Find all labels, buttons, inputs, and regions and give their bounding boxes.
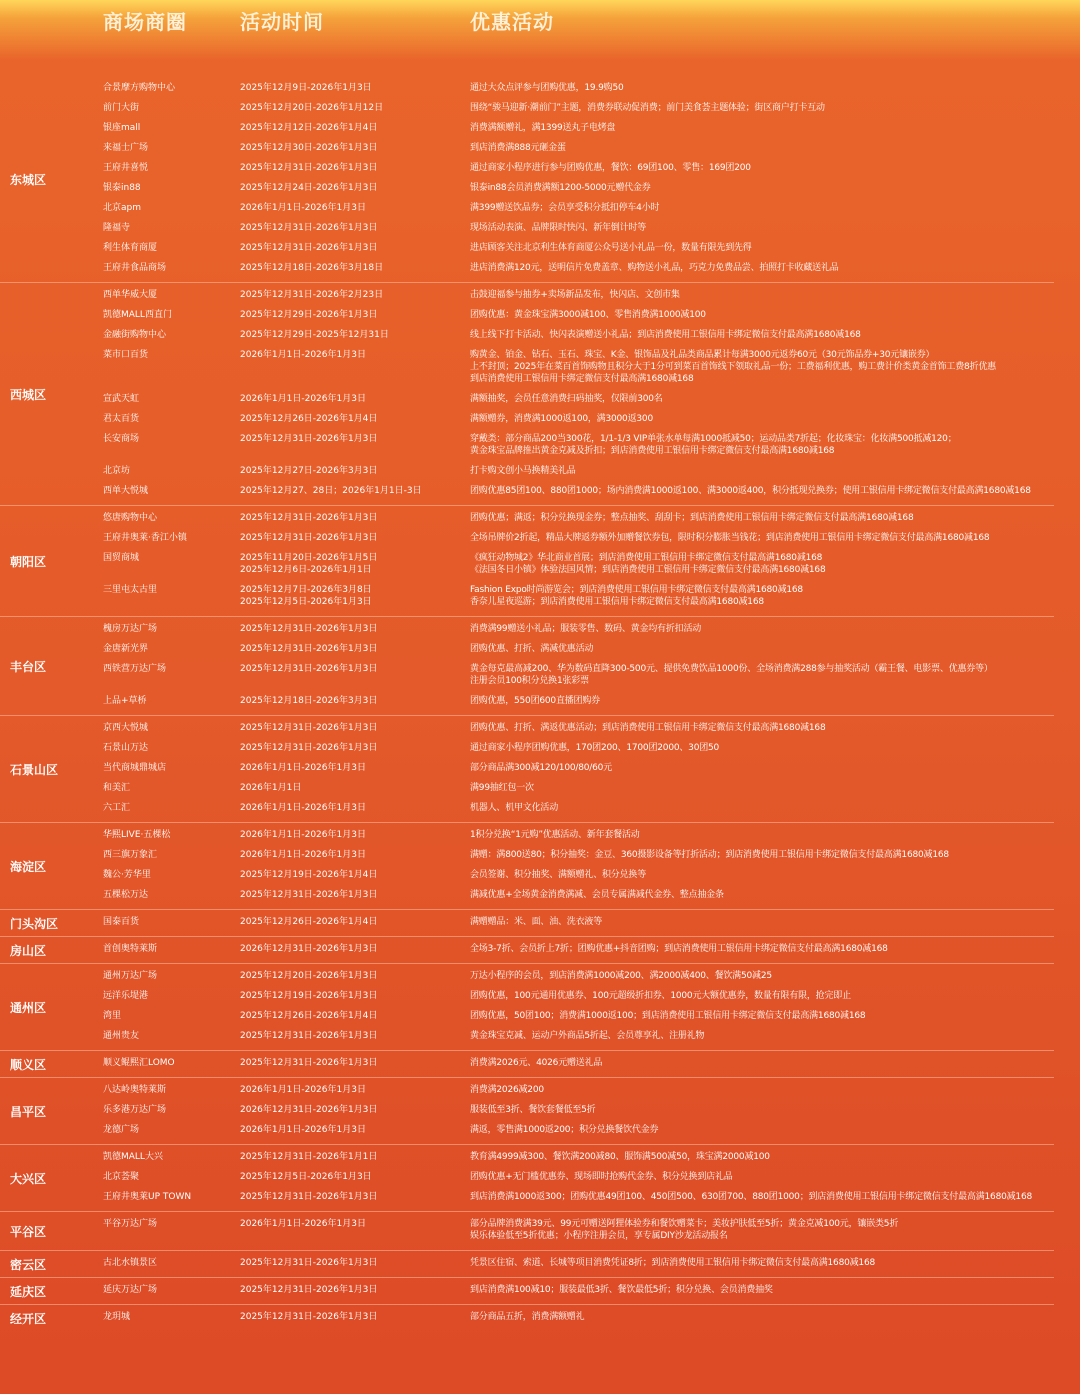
table-row xyxy=(0,778,1054,798)
table-row xyxy=(0,798,1054,818)
district-section xyxy=(0,1278,1054,1305)
activity-time: 2025年12月31日-2026年1月3日 xyxy=(240,1312,378,1322)
district-section xyxy=(0,823,1054,910)
activity-time: 2025年12月31日-2026年1月3日 xyxy=(240,513,378,523)
activity-time: 2025年12月31日-2026年1月3日 xyxy=(240,1192,378,1202)
mall-name: 菜市口百货 xyxy=(103,350,149,360)
activity-time: 2025年12月20日-2026年1月12日 xyxy=(240,103,384,113)
table-row xyxy=(0,548,1054,580)
mall-name: 国泰百货 xyxy=(103,917,140,927)
activity-time: 2025年12月31日-2026年1月3日 xyxy=(240,723,378,733)
promotion-text: 团购优惠；满返；积分兑换现金券；整点抽奖、刮刮卡；到店消费使用工银信用卡绑定微信支付最高满1680减168 xyxy=(470,513,914,523)
activity-time: 2025年12月31日-2026年1月3日 xyxy=(240,1285,378,1295)
mall-name: 银座mall xyxy=(103,123,141,133)
activity-time: 2025年12月12日-2026年1月4日 xyxy=(240,123,378,133)
mall-name: 王府井奥莱UP TOWN xyxy=(103,1192,192,1202)
promotion-text: 团购优惠，550团600直播团购券 xyxy=(470,696,600,706)
district-name: 大兴区 xyxy=(10,1171,47,1186)
mall-name: 宣武天虹 xyxy=(103,394,140,404)
mall-name: 王府井奥莱·香江小镇 xyxy=(103,533,187,543)
promo-table xyxy=(0,76,1080,1331)
activity-time: 2025年12月31日-2026年1月3日 xyxy=(240,223,378,233)
mall-name: 京西大悦城 xyxy=(103,723,149,733)
activity-time: 2025年12月26日-2026年1月4日 xyxy=(240,917,378,927)
mall-name: 西单华威大厦 xyxy=(103,290,158,300)
activity-time: 2026年1月1日-2026年1月3日 xyxy=(240,1085,366,1095)
promotion-text: 消费满2026减200 xyxy=(470,1085,544,1095)
district-name: 丰台区 xyxy=(10,659,47,674)
table-row xyxy=(0,885,1054,905)
promotion-text: 打卡购文创小马换精美礼品 xyxy=(470,466,576,476)
promotion-text: 消费满99赠送小礼品；服装零售、数码、黄金均有折扣活动 xyxy=(470,624,702,634)
district-name: 密云区 xyxy=(10,1257,47,1272)
table-row xyxy=(0,718,1054,738)
activity-time: 2025年12月31日-2026年2月23日 xyxy=(240,290,384,300)
activity-time: 2025年12月31日-2026年1月3日 xyxy=(240,664,378,674)
mall-name: 六工汇 xyxy=(103,803,131,813)
table-row xyxy=(0,966,1054,986)
mall-name: 延庆万达广场 xyxy=(103,1285,158,1295)
mall-name: 通州贵友 xyxy=(103,1031,140,1041)
activity-time: 2026年1月1日-2026年1月3日 xyxy=(240,803,366,813)
promotion-text: 穿戴类：部分商品200当300花，1/1-1/3 VIP单张水单每满1000抵减50；运动品类7折起；化妆珠宝：化妆满500抵减120； 黄金珠宝品牌推出黄金克减及折扣；到店消费使用工银信用卡绑定微信支付最高满1680减168 xyxy=(470,434,957,456)
table-row xyxy=(0,325,1054,345)
table-row xyxy=(0,1080,1054,1100)
district-name: 昌平区 xyxy=(10,1104,47,1119)
activity-time: 2025年12月31日-2026年1月3日 xyxy=(240,243,378,253)
mall-name: 槐房万达广场 xyxy=(103,624,158,634)
table-row xyxy=(0,305,1054,325)
district-name: 石景山区 xyxy=(10,762,59,777)
district-name: 房山区 xyxy=(10,943,47,958)
table-row xyxy=(0,825,1054,845)
district-section xyxy=(0,617,1054,716)
promotion-text: 满99抽红包一次 xyxy=(470,783,534,793)
table-row xyxy=(0,691,1054,711)
activity-time: 2025年12月27、28日；2026年1月1日-3日 xyxy=(240,486,422,496)
mall-name: 乐多港万达广场 xyxy=(103,1105,167,1115)
table-row xyxy=(0,1120,1054,1140)
promotion-text: 团购优惠，50团100；消费满1000返100；到店消费使用工银信用卡绑定微信支付最高满1680减168 xyxy=(470,1011,866,1021)
activity-time: 2026年1月1日-2026年1月3日 xyxy=(240,830,366,840)
table-row xyxy=(0,178,1054,198)
mall-name: 悠唐购物中心 xyxy=(103,513,158,523)
district-name: 朝阳区 xyxy=(10,554,47,569)
promotion-text: 围绕“骏马迎新·潮前门”主题，消费券联动促消费；前门美食荟主题体验；街区商户打卡互动 xyxy=(470,103,825,113)
activity-time: 2026年1月1日 xyxy=(240,783,302,793)
promotion-text: 满赠：满800送80；积分抽奖：金豆、360摄影设备等打折活动；到店消费使用工银信用卡绑定微信支付最高满1680减168 xyxy=(470,850,949,860)
mall-name: 首创奥特莱斯 xyxy=(103,944,158,954)
table-row xyxy=(0,1253,1054,1273)
promotion-text: 消费满2026元、4026元赠送礼品 xyxy=(470,1058,603,1068)
district-section xyxy=(0,716,1054,823)
promotion-text: 会员签谢、积分抽奖、满额赠礼、积分兑换等 xyxy=(470,870,647,880)
promotion-text: 万达小程序的会员，到店消费满1000减200、满2000减400、餐饮满50减25 xyxy=(470,971,772,981)
activity-time: 2025年12月31日-2026年1月3日 xyxy=(240,743,378,753)
table-row xyxy=(0,409,1054,429)
table-row xyxy=(0,258,1054,278)
mall-name: 凯德MALL大兴 xyxy=(103,1152,163,1162)
table-row xyxy=(0,1026,1054,1046)
district-name: 海淀区 xyxy=(10,859,47,874)
promotion-text: 满额抽奖，会员任意消费扫码抽奖，仅限前300名 xyxy=(470,394,663,404)
mall-name: 利生体育商厦 xyxy=(103,243,158,253)
table-row xyxy=(0,1187,1054,1207)
activity-time: 2025年12月31日-2026年1月3日 xyxy=(240,624,378,634)
district-section xyxy=(0,283,1054,506)
promotion-text: 1积分兑换“1元购”优惠活动、新年套餐活动 xyxy=(470,830,640,840)
promotion-text: 教育满4999减300、餐饮满200减80、服饰满500减50，珠宝满2000减100 xyxy=(470,1152,770,1162)
promotion-text: 满赠赠品：米、面、油、洗衣液等 xyxy=(470,917,603,927)
table-row xyxy=(0,285,1054,305)
promotion-text: 银泰in88会员消费满额1200-5000元赠代金券 xyxy=(470,183,651,193)
mall-name: 顺义鲲熙汇LOMO xyxy=(103,1058,175,1068)
table-row xyxy=(0,218,1054,238)
mall-name: 远洋乐堤港 xyxy=(103,991,149,1001)
table-row xyxy=(0,639,1054,659)
table-row xyxy=(0,758,1054,778)
promotion-text: 到店消费满888元砸金蛋 xyxy=(470,143,566,153)
mall-name: 来福士广场 xyxy=(103,143,149,153)
promotion-text: 服装低至3折、餐饮套餐低至5折 xyxy=(470,1105,596,1115)
mall-name: 长安商场 xyxy=(103,434,140,444)
district-name: 通州区 xyxy=(10,1000,47,1015)
promotion-text: Fashion Expo时尚游览会；到店消费使用工银信用卡绑定微信支付最高满1680减168 香奈儿星夜巡游；到店消费使用工银信用卡绑定微信支付最高满1680减168 xyxy=(470,585,803,607)
district-name: 平谷区 xyxy=(10,1224,47,1239)
table-row xyxy=(0,1167,1054,1187)
activity-time: 2025年12月31日-2026年1月1日 xyxy=(240,1152,378,1162)
mall-name: 前门大街 xyxy=(103,103,140,113)
activity-time: 2025年12月5日-2026年1月3日 xyxy=(240,1172,372,1182)
mall-name: 三里屯太古里 xyxy=(103,585,158,595)
mall-name: 北京坊 xyxy=(103,466,131,476)
table-row xyxy=(0,481,1054,501)
activity-time: 2026年12月31日-2026年1月3日 xyxy=(240,1105,378,1115)
district-section xyxy=(0,910,1054,937)
mall-name: 龙玥城 xyxy=(103,1312,131,1322)
mall-name: 华熙LIVE·五棵松 xyxy=(103,830,171,840)
table-row xyxy=(0,528,1054,548)
activity-time: 2025年12月20日-2026年1月3日 xyxy=(240,971,378,981)
promotion-text: 团购优惠85团100、880团1000；场内消费满1000返100、满3000返400，积分抵现兑换券；使用工银信用卡绑定微信支付最高满1680减168 xyxy=(470,486,1031,496)
mall-name: 北京apm xyxy=(103,203,141,213)
activity-time: 2026年1月1日-2026年1月3日 xyxy=(240,394,366,404)
table-row xyxy=(0,912,1054,932)
activity-time: 2026年12月31日-2026年1月3日 xyxy=(240,944,378,954)
table-row xyxy=(0,1147,1054,1167)
mall-name: 银泰in88 xyxy=(103,183,141,193)
activity-time: 2026年1月1日-2026年1月3日 xyxy=(240,1219,366,1229)
mall-name: 王府井食品商场 xyxy=(103,263,167,273)
promotion-text: 进店顾客关注北京利生体育商厦公众号送小礼品一份，数量有限先到先得 xyxy=(470,243,752,253)
district-section xyxy=(0,1212,1054,1251)
district-name: 延庆区 xyxy=(10,1284,47,1299)
activity-time: 2025年12月31日-2026年1月3日 xyxy=(240,533,378,543)
district-name: 东城区 xyxy=(10,172,47,187)
promotion-text: 通过大众点评参与团购优惠，19.9购50 xyxy=(470,83,624,93)
promotion-text: 消费满额赠礼，满1399送丸子电烤盘 xyxy=(470,123,616,133)
activity-time: 2025年12月18日-2026年3月3日 xyxy=(240,696,378,706)
activity-time: 2026年1月1日-2026年1月3日 xyxy=(240,203,366,213)
activity-time: 2026年1月1日-2026年1月3日 xyxy=(240,763,366,773)
activity-time: 2025年12月31日-2026年1月3日 xyxy=(240,434,378,444)
district-section xyxy=(0,937,1054,964)
table-row xyxy=(0,158,1054,178)
promotion-text: 部分商品五折，消费满额赠礼 xyxy=(470,1312,585,1322)
mall-name: 君太百货 xyxy=(103,414,140,424)
mall-name: 西三旗万象汇 xyxy=(103,850,158,860)
table-row xyxy=(0,461,1054,481)
promotion-text: 到店消费满100减10；服装最低3折、餐饮最低5折；积分兑换、会员消费抽奖 xyxy=(470,1285,773,1295)
activity-time: 2025年12月7日-2026年3月8日 2025年12月5日-2026年1月3日 xyxy=(240,585,372,607)
district-section xyxy=(0,1305,1054,1331)
table-row xyxy=(0,865,1054,885)
mall-name: 西单大悦城 xyxy=(103,486,149,496)
mall-name: 五棵松万达 xyxy=(103,890,149,900)
district-section xyxy=(0,1251,1054,1278)
promotion-text: 部分品牌消费满39元、99元可赠送阿狸体验券和餐饮赠菜卡；美妆护肤低至5折；黄金克减100元，镶嵌类5折 娱乐体验低至5折优惠；小程序注册会员，享专属DIY沙龙活动报名 xyxy=(470,1219,899,1241)
promotion-text: 机器人、机甲文化活动 xyxy=(470,803,559,813)
mall-name: 金融街购物中心 xyxy=(103,330,167,340)
activity-time: 2025年12月29日-2025年12月31日 xyxy=(240,330,389,340)
activity-time: 2025年12月31日-2026年1月3日 xyxy=(240,1031,378,1041)
activity-time: 2025年12月29日-2026年1月3日 xyxy=(240,310,378,320)
activity-time: 2025年12月31日-2026年1月3日 xyxy=(240,1058,378,1068)
mall-name: 古北水镇景区 xyxy=(103,1258,158,1268)
district-name: 经开区 xyxy=(10,1311,47,1326)
promotion-text: 团购优惠+无门槛优惠券、现场即时抢购代金券、积分兑换到店礼品 xyxy=(470,1172,733,1182)
promotion-text: 现场活动表演、品牌限时快闪、新年倒计时等 xyxy=(470,223,647,233)
district-section xyxy=(0,1078,1054,1145)
table-row xyxy=(0,1280,1054,1300)
district-name: 西城区 xyxy=(10,387,47,402)
promotion-text: 线上线下打卡活动、快闪表演赠送小礼品；到店消费使用工银信用卡绑定微信支付最高满1680减168 xyxy=(470,330,861,340)
mall-name: 龙德广场 xyxy=(103,1125,140,1135)
table-row xyxy=(0,986,1054,1006)
mall-name: 金唐新光界 xyxy=(103,644,149,654)
promotion-text: 《疯狂动物城2》华北商业首展；到店消费使用工银信用卡绑定微信支付最高满1680减168 《法国冬日小镇》体验法国风情；到店消费使用工银信用卡绑定微信支付最高满1680减168 xyxy=(470,553,826,575)
header-mall: 商场商圈 xyxy=(103,10,187,34)
mall-name: 八达岭奥特莱斯 xyxy=(103,1085,167,1095)
table-row xyxy=(0,1053,1054,1073)
promotion-text: 黄金每克最高减200、华为数码直降300-500元、提供免费饮品1000份、全场消费满288参与抽奖活动（霸王餐、电影票、优惠券等） 注册会员100积分兑换1张彩票 xyxy=(470,664,993,686)
mall-name: 当代商城鼎城店 xyxy=(103,763,167,773)
table-row xyxy=(0,1214,1054,1246)
promotion-text: 进店消费满120元，送明信片免费盖章、购物送小礼品，巧克力免费品尝、拍照打卡收藏送礼品 xyxy=(470,263,839,273)
mall-name: 隆福寺 xyxy=(103,223,131,233)
promotion-text: 部分商品满300减120/100/80/60元 xyxy=(470,763,612,773)
activity-time: 2025年12月26日-2026年1月4日 xyxy=(240,414,378,424)
promotion-text: 全场吊牌价2折起，精品大牌返券额外加赠餐饮券包，限时积分膨胀当钱花；到店消费使用工银信用卡绑定微信支付最高满1680减168 xyxy=(470,533,990,543)
district-name: 门头沟区 xyxy=(10,916,59,931)
header-time: 活动时间 xyxy=(240,10,324,34)
activity-time: 2025年12月19日-2026年1月4日 xyxy=(240,870,378,880)
table-row xyxy=(0,98,1054,118)
activity-time: 2026年1月1日-2026年1月3日 xyxy=(240,350,366,360)
promotion-text: 购黄金、铂金、钻石、玉石、珠宝、K金、银饰品及礼品类商品累计每满3000元返券60元（30元饰品券+30元镶嵌券） 上不封顶；2025年在菜百首饰购物且积分大于1分可到菜百首饰线下领取礼品一份；工费福利优惠，购工费计价类黄金首饰工费8折优惠 到店消费使用工银信用卡绑定微信支付最高满1680减168 xyxy=(470,350,996,384)
activity-time: 2025年11月20日-2026年1月5日 2025年12月6日-2026年1月1日 xyxy=(240,553,378,575)
table-row xyxy=(0,345,1054,389)
table-row xyxy=(0,78,1054,98)
activity-time: 2025年12月31日-2026年1月3日 xyxy=(240,163,378,173)
table-row xyxy=(0,508,1054,528)
district-section xyxy=(0,1145,1054,1212)
table-row xyxy=(0,659,1054,691)
mall-name: 通州万达广场 xyxy=(103,971,158,981)
activity-time: 2025年12月27日-2026年3月3日 xyxy=(240,466,378,476)
mall-name: 和美汇 xyxy=(103,783,131,793)
promotion-text: 满399赠送饮品券；会员享受积分抵扣停车4小时 xyxy=(470,203,660,213)
mall-name: 石景山万达 xyxy=(103,743,149,753)
table-row xyxy=(0,1100,1054,1120)
activity-time: 2025年12月26日-2026年1月4日 xyxy=(240,1011,378,1021)
table-row xyxy=(0,619,1054,639)
table-row xyxy=(0,198,1054,218)
activity-time: 2025年12月31日-2026年1月3日 xyxy=(240,644,378,654)
promotion-text: 全场3-7折、会员折上7折；团购优惠+抖音团购；到店消费使用工银信用卡绑定微信支付最高满1680减168 xyxy=(470,944,888,954)
mall-name: 魏公·芳华里 xyxy=(103,870,151,880)
activity-time: 2026年1月1日-2026年1月3日 xyxy=(240,850,366,860)
activity-time: 2026年1月1日-2026年1月3日 xyxy=(240,1125,366,1135)
table-row xyxy=(0,1307,1054,1327)
promotion-text: 团购优惠：黄金珠宝满3000减100、零售消费满1000减100 xyxy=(470,310,706,320)
table-row xyxy=(0,429,1054,461)
district-section xyxy=(0,506,1054,617)
activity-time: 2025年12月30日-2026年1月3日 xyxy=(240,143,378,153)
mall-name: 上品+草桥 xyxy=(103,696,147,706)
mall-name: 平谷万达广场 xyxy=(103,1219,158,1229)
table-row xyxy=(0,138,1054,158)
table-row xyxy=(0,389,1054,409)
promotion-text: 满额赠券，消费满1000返100，满3000返300 xyxy=(470,414,653,424)
activity-time: 2025年12月31日-2026年1月3日 xyxy=(240,1258,378,1268)
activity-time: 2025年12月24日-2026年1月3日 xyxy=(240,183,378,193)
promotion-text: 团购优惠，100元通用优惠券、100元超级折扣券、1000元大额优惠券，数量有限有限，抢完即止 xyxy=(470,991,851,1001)
activity-time: 2025年12月19日-2026年1月3日 xyxy=(240,991,378,1001)
table-row xyxy=(0,580,1054,612)
mall-name: 王府井喜悦 xyxy=(103,163,149,173)
table-row xyxy=(0,238,1054,258)
table-row xyxy=(0,118,1054,138)
mall-name: 国贸商城 xyxy=(103,553,140,563)
mall-name: 湾里 xyxy=(103,1011,122,1021)
promotion-text: 通过商家小程序进行参与团购优惠，餐饮：69团100、零售：169团200 xyxy=(470,163,751,173)
district-section xyxy=(0,964,1054,1051)
promotion-text: 团购优惠、打折、满返优惠活动；到店消费使用工银信用卡绑定微信支付最高满1680减168 xyxy=(470,723,826,733)
mall-name: 合景摩方购物中心 xyxy=(103,83,176,93)
table-row xyxy=(0,845,1054,865)
table-row xyxy=(0,738,1054,758)
activity-time: 2025年12月9日-2026年1月3日 xyxy=(240,83,372,93)
district-section xyxy=(0,76,1054,283)
promotion-text: 击鼓迎福参与抽券+卖场新品发布，快闪店、文创市集 xyxy=(470,290,680,300)
promotion-text: 到店消费满1000返300；团购优惠49团100、450团500、630团700、880团1000；到店消费使用工银信用卡绑定微信支付最高满1680减168 xyxy=(470,1192,1032,1202)
district-section xyxy=(0,1051,1054,1078)
promotion-text: 团购优惠、打折、满减优惠活动 xyxy=(470,644,594,654)
header-promo: 优惠活动 xyxy=(470,10,554,34)
promotion-text: 黄金珠宝克减、运动户外商品5折起、会员尊享礼、注册礼物 xyxy=(470,1031,705,1041)
mall-name: 北京荟聚 xyxy=(103,1172,140,1182)
district-name: 顺义区 xyxy=(10,1057,47,1072)
table-row xyxy=(0,1006,1054,1026)
activity-time: 2025年12月18日-2026年3月18日 xyxy=(240,263,384,273)
promotion-text: 满返，零售满1000返200；积分兑换餐饮代金券 xyxy=(470,1125,659,1135)
activity-time: 2025年12月31日-2026年1月3日 xyxy=(240,890,378,900)
promotion-text: 满减优惠+全场黄金消费满减、会员专属满减代金券、整点抽金条 xyxy=(470,890,724,900)
mall-name: 西铁营万达广场 xyxy=(103,664,167,674)
promotion-text: 通过商家小程序团购优惠，170团200、1700团2000、30团50 xyxy=(470,743,720,753)
promotion-text: 凭景区住宿、索道、长城等项目消费凭证8折；到店消费使用工银信用卡绑定微信支付最高满1680减168 xyxy=(470,1258,876,1268)
table-row xyxy=(0,939,1054,959)
mall-name: 凯德MALL西直门 xyxy=(103,310,172,320)
